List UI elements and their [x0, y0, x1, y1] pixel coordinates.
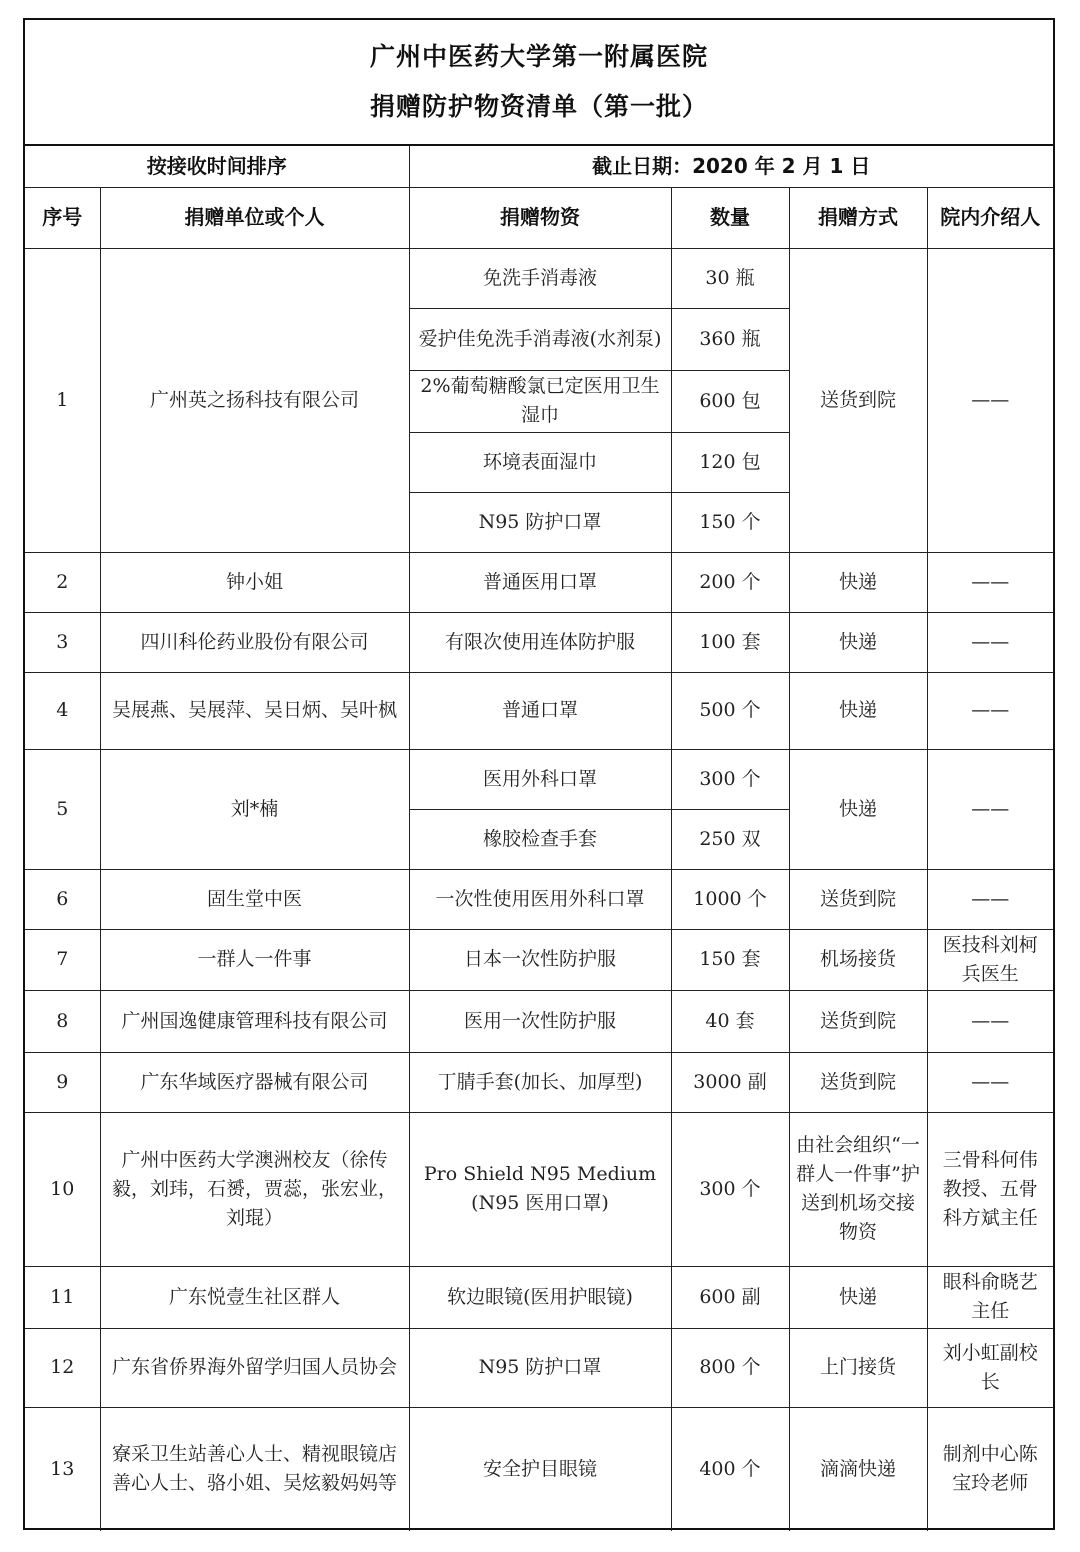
table-row: [25, 1266, 1053, 1328]
table-row: [25, 929, 1053, 990]
hospital-title: 广州中医药大学第一附属医院: [369, 42, 708, 71]
referrer-cell: 三骨科何伟教授、五骨科方斌主任: [927, 1112, 1053, 1266]
row-number: 11: [25, 1266, 100, 1328]
referrer-cell: 刘小虹副校长: [927, 1328, 1053, 1407]
row-number: 8: [25, 990, 100, 1052]
method-cell: 快递: [789, 552, 927, 612]
donor-cell: 广州国逸健康管理科技有限公司: [100, 990, 409, 1052]
title-block: [25, 20, 1053, 146]
quantity-cell: 120 包: [671, 432, 789, 492]
method-cell: 上门接货: [789, 1328, 927, 1407]
item-cell: 环境表面湿巾: [409, 432, 671, 492]
item-cell: 软边眼镜(医用护眼镜): [409, 1266, 671, 1328]
referrer-cell: ——: [927, 248, 1053, 552]
quantity-cell: 500 个: [671, 672, 789, 749]
quantity-cell: 100 套: [671, 612, 789, 672]
row-number: 1: [25, 248, 100, 552]
row-number: 2: [25, 552, 100, 612]
referrer-cell: ——: [927, 612, 1053, 672]
donation-sheet: [23, 18, 1055, 1530]
quantity-cell: 150 套: [671, 929, 789, 990]
item-cell: 医用一次性防护服: [409, 990, 671, 1052]
referrer-cell: 医技科刘柯兵医生: [927, 929, 1053, 990]
donor-cell: 广东华域医疗器械有限公司: [100, 1052, 409, 1112]
item-cell: 2%葡萄糖酸氯已定医用卫生湿巾: [409, 370, 671, 432]
referrer-cell: ——: [927, 552, 1053, 612]
item-cell: N95 防护口罩: [409, 1328, 671, 1407]
item-cell: 有限次使用连体防护服: [409, 612, 671, 672]
quantity-cell: 800 个: [671, 1328, 789, 1407]
donor-cell: 寮采卫生站善心人士、精视眼镜店善心人士、骆小姐、吴炫毅妈妈等: [100, 1407, 409, 1531]
donor-cell: 广东悦壹生社区群人: [100, 1266, 409, 1328]
item-cell: 普通口罩: [409, 672, 671, 749]
method-cell: 送货到院: [789, 1052, 927, 1112]
donor-cell: 一群人一件事: [100, 929, 409, 990]
table-row: [25, 1328, 1053, 1407]
quantity-cell: 3000 副: [671, 1052, 789, 1112]
donor-cell: 广东省侨界海外留学归国人员协会: [100, 1328, 409, 1407]
col-header-qty: 数量: [671, 187, 789, 248]
quantity-cell: 150 个: [671, 492, 789, 552]
quantity-cell: 250 双: [671, 809, 789, 869]
donor-cell: 吴展燕、吴展萍、吴日炳、吴叶枫: [100, 672, 409, 749]
donor-cell: 刘*楠: [100, 749, 409, 869]
item-cell: 爱护佳免洗手消毒液(水剂泵): [409, 308, 671, 370]
method-cell: 快递: [789, 1266, 927, 1328]
referrer-cell: ——: [927, 1052, 1053, 1112]
item-cell: 安全护目眼镜: [409, 1407, 671, 1531]
row-number: 4: [25, 672, 100, 749]
method-cell: 快递: [789, 749, 927, 869]
table-row: [25, 749, 1053, 809]
row-number: 13: [25, 1407, 100, 1531]
referrer-cell: 眼科俞晓艺主任: [927, 1266, 1053, 1328]
donor-cell: 四川科伦药业股份有限公司: [100, 612, 409, 672]
item-cell: 橡胶检查手套: [409, 809, 671, 869]
method-cell: 机场接货: [789, 929, 927, 990]
quantity-cell: 600 副: [671, 1266, 789, 1328]
row-number: 12: [25, 1328, 100, 1407]
table-row: [25, 1407, 1053, 1531]
item-cell: 免洗手消毒液: [409, 248, 671, 308]
sort-order-label: 按接收时间排序: [25, 146, 409, 187]
row-number: 9: [25, 1052, 100, 1112]
col-header-item: 捐赠物资: [409, 187, 671, 248]
method-cell: 送货到院: [789, 869, 927, 929]
donor-cell: 广州中医药大学澳洲校友（徐传毅，刘玮，石赟，贾蕊，张宏业，刘琨）: [100, 1112, 409, 1266]
table-row: [25, 612, 1053, 672]
col-header-method: 捐赠方式: [789, 187, 927, 248]
referrer-cell: 制剂中心陈宝玲老师: [927, 1407, 1053, 1531]
method-cell: 快递: [789, 672, 927, 749]
quantity-cell: 200 个: [671, 552, 789, 612]
row-number: 5: [25, 749, 100, 869]
row-number: 3: [25, 612, 100, 672]
column-header-row: [25, 187, 1053, 248]
quantity-cell: 400 个: [671, 1407, 789, 1531]
table-row: [25, 869, 1053, 929]
table-row: [25, 990, 1053, 1052]
quantity-cell: 360 瓶: [671, 308, 789, 370]
donor-cell: 固生堂中医: [100, 869, 409, 929]
referrer-cell: ——: [927, 869, 1053, 929]
quantity-cell: 600 包: [671, 370, 789, 432]
donor-cell: 广州英之扬科技有限公司: [100, 248, 409, 552]
row-number: 6: [25, 869, 100, 929]
row-number: 7: [25, 929, 100, 990]
method-cell: 快递: [789, 612, 927, 672]
table-row: [25, 1112, 1053, 1266]
referrer-cell: ——: [927, 990, 1053, 1052]
item-cell: 一次性使用医用外科口罩: [409, 869, 671, 929]
item-cell: 医用外科口罩: [409, 749, 671, 809]
method-cell: 滴滴快递: [789, 1407, 927, 1531]
item-cell: Pro Shield N95 Medium(N95 医用口罩): [409, 1112, 671, 1266]
col-header-donor: 捐赠单位或个人: [100, 187, 409, 248]
method-cell: 由社会组织“一群人一件事”护送到机场交接物资: [789, 1112, 927, 1266]
col-header-no: 序号: [25, 187, 100, 248]
col-header-referrer: 院内介绍人: [927, 187, 1053, 248]
table-row: [25, 248, 1053, 308]
list-title: 捐赠防护物资清单（第一批）: [369, 92, 708, 121]
table-row: [25, 1052, 1053, 1112]
method-cell: 送货到院: [789, 248, 927, 552]
referrer-cell: ——: [927, 672, 1053, 749]
cutoff-date-label: 截止日期：2020 年 2 月 1 日: [409, 146, 1053, 187]
quantity-cell: 300 个: [671, 749, 789, 809]
donor-cell: 钟小姐: [100, 552, 409, 612]
item-cell: 日本一次性防护服: [409, 929, 671, 990]
donation-table: [25, 146, 1053, 1531]
table-row: [25, 552, 1053, 612]
quantity-cell: 30 瓶: [671, 248, 789, 308]
item-cell: N95 防护口罩: [409, 492, 671, 552]
method-cell: 送货到院: [789, 990, 927, 1052]
item-cell: 普通医用口罩: [409, 552, 671, 612]
item-cell: 丁腈手套(加长、加厚型): [409, 1052, 671, 1112]
referrer-cell: ——: [927, 749, 1053, 869]
quantity-cell: 40 套: [671, 990, 789, 1052]
row-number: 10: [25, 1112, 100, 1266]
table-row: [25, 672, 1053, 749]
subheader-row: [25, 146, 1053, 187]
quantity-cell: 1000 个: [671, 869, 789, 929]
quantity-cell: 300 个: [671, 1112, 789, 1266]
